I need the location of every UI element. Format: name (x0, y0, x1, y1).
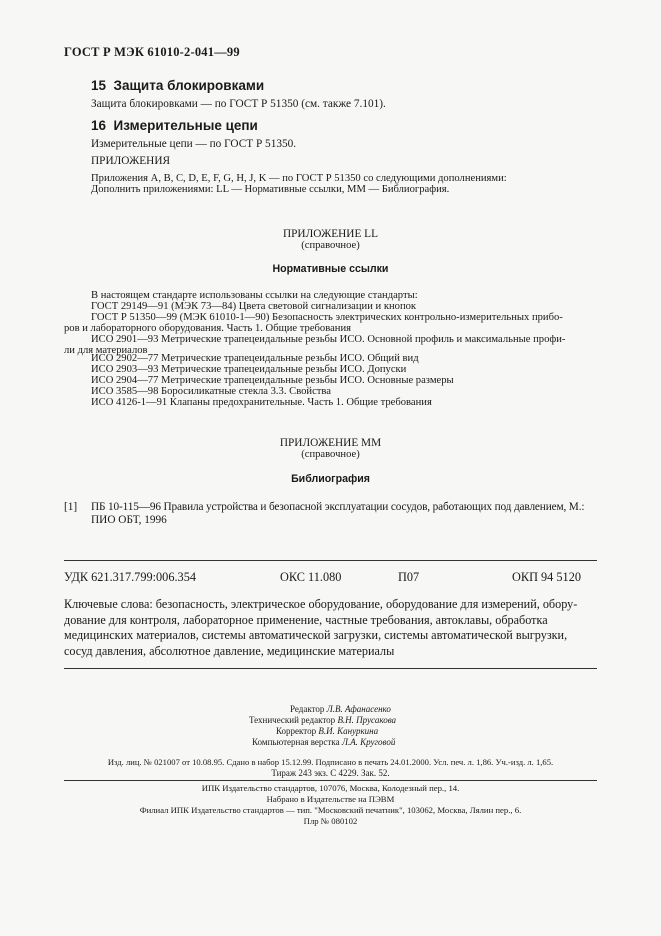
normative-ref-line: ГОСТ 29149—91 (МЭК 73—84) Цвета световой сигнализации и кнопок (91, 301, 417, 312)
credit-person: Л.А. Круговой (341, 737, 396, 747)
credit-role: Редактор (290, 704, 325, 714)
publishing-line-1: Изд. лиц. № 021007 от 10.08.95. Сдано в набор 15.12.99. Подписано в печать 24.01.2000. Усл. печ. л. 1,86. Уч.-изд. л. 1,65. (107, 757, 554, 767)
section-15-text: Защита блокировками — по ГОСТ Р 51350 (см. также 7.101). (91, 98, 386, 110)
imprint-line: Филиал ИПК Издательство стандартов — тип. "Московский печатник", 103062, Москва, Лялин пер., 6. (139, 805, 522, 815)
imprint-line: Набрано в Издательстве на ПЭВМ (266, 794, 395, 804)
section-16-title: Измерительные цепи (113, 118, 258, 133)
p-code: П07 (398, 570, 420, 584)
normative-ref-line: ИСО 3585—98 Боросиликатные стекла 3.3. Свойства (91, 386, 331, 397)
credit-corrector (276, 726, 378, 736)
appendix-mm-subtitle: (справочное) (301, 449, 360, 460)
keywords-line: дование для контроля, лабораторное применение, частные требования, автоклавы, обработка (64, 612, 548, 627)
section-16-number: 16 (91, 118, 107, 133)
section-16-heading (91, 118, 258, 133)
divider-rule (64, 560, 597, 561)
appendices-line-2: Дополнить приложениями: LL — Нормативные ссылки, ММ — Библиография. (91, 184, 450, 195)
credit-role: Технический редактор (249, 715, 336, 725)
normative-ref-line: ГОСТ Р 51350—99 (МЭК 61010-1—90) Безопасность электрических контрольно-измерительных прибо- (91, 312, 563, 323)
credit-person: Л.В. Афанасенко (326, 704, 391, 714)
appendix-ll-heading: Нормативные ссылки (272, 263, 389, 275)
normative-refs-intro: В настоящем стандарте использованы ссылки на следующие стандарты: (91, 290, 418, 301)
normative-ref-line: ров и лабораторного оборудования. Часть 1. Общие требования (64, 323, 351, 334)
appendix-ll-subtitle: (справочное) (301, 240, 360, 251)
bibliography-ref-number: [1] (64, 501, 78, 513)
publishing-line-2: Тираж 243 экз. С 4229. Зак. 52. (271, 768, 390, 778)
oks-code: ОКС 11.080 (280, 570, 342, 584)
appendices-line-1: Приложения А, В, С, D, E, F, G, H, J, K — по ГОСТ Р 51350 со следующими дополнениями: (91, 173, 507, 184)
normative-ref-line: ИСО 2904—77 Метрические трапецеидальные резьбы ИСО. Основные размеры (91, 375, 454, 386)
appendix-ll-title: ПРИЛОЖЕНИЕ LL (282, 228, 378, 240)
imprint-line: ИПК Издательство стандартов, 107076, Москва, Колодезный пер., 14. (201, 783, 460, 793)
appendices-heading: ПРИЛОЖЕНИЯ (91, 155, 171, 167)
credit-role: Корректор (276, 726, 317, 736)
normative-ref-line: ли для материалов (64, 345, 148, 356)
credit-editor (290, 704, 391, 714)
credit-person: В.Н. Прусакова (337, 715, 397, 725)
okp-code: ОКП 94 5120 (512, 570, 582, 584)
keywords-line: Ключевые слова: безопасность, электрическое оборудование, оборудование для измерений, обору- (64, 597, 578, 611)
document-code-header: ГОСТ Р МЭК 61010-2-041—99 (64, 45, 240, 59)
imprint-line: Плр № 080102 (303, 816, 358, 826)
credit-role: Компьютерная верстка (252, 737, 340, 747)
keywords-line: сосуд давления, абсолютное давление, медицинские материалы (64, 643, 395, 658)
udk-code: УДК 621.317.799:006.354 (64, 570, 196, 584)
credit-layout (252, 737, 395, 747)
normative-ref-line: ИСО 2902—77 Метрические трапецеидальные резьбы ИСО. Общий вид (91, 353, 419, 364)
section-15-number: 15 (91, 78, 107, 93)
section-15-heading (91, 78, 264, 93)
divider-rule (64, 780, 597, 781)
credit-person: В.И. Кануркина (318, 726, 379, 736)
keywords-line: медицинских материалов, системы автоматической загрузки, системы автоматической выгрузки, (64, 628, 568, 643)
normative-ref-line: ИСО 2901—93 Метрические трапецеидальные резьбы ИСО. Основной профиль и максимальные профи- (91, 334, 566, 345)
appendix-mm-title: ПРИЛОЖЕНИЕ ММ (279, 437, 382, 449)
normative-ref-line: ИСО 4126-1—91 Клапаны предохранительные. Часть 1. Общие требования (91, 397, 432, 408)
appendix-mm-heading: Библиография (291, 473, 370, 485)
section-16-text: Измерительные цепи — по ГОСТ Р 51350. (91, 138, 297, 150)
credit-tech-editor (249, 715, 396, 725)
keywords-block (64, 597, 600, 659)
bibliography-ref-line-2: ПИО ОБТ, 1996 (91, 514, 167, 526)
divider-rule (64, 668, 597, 669)
bibliography-ref-line-1: ПБ 10-115—96 Правила устройства и безопасной эксплуатации сосудов, работающих под давлением, М.: (91, 501, 585, 513)
section-15-title: Защита блокировками (113, 78, 265, 93)
normative-ref-line: ИСО 2903—93 Метрические трапецеидальные резьбы ИСО. Допуски (91, 364, 407, 375)
